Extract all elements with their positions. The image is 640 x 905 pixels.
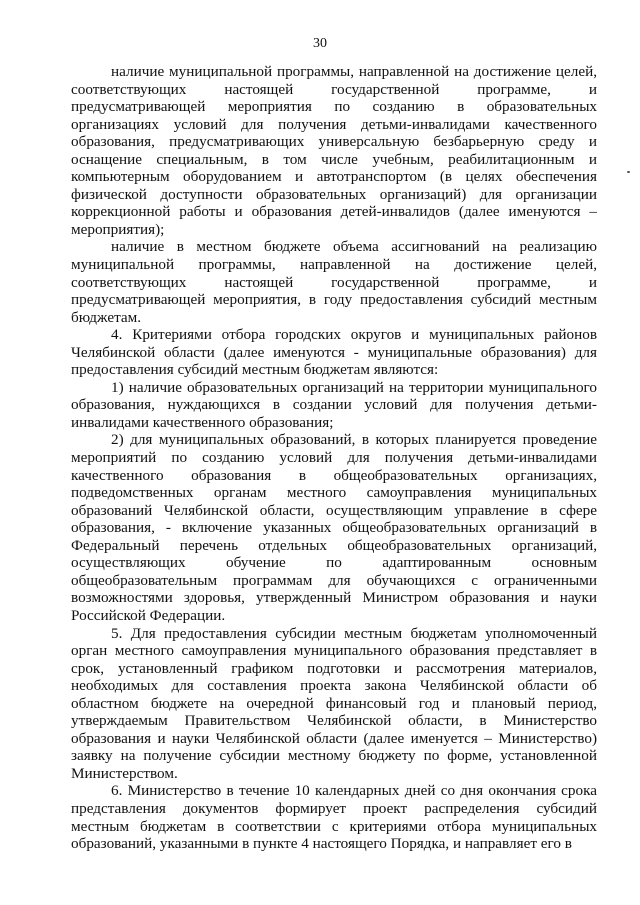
text-line: образования и науки Челябинской области (далее именуется – Министерство) (71, 729, 597, 747)
text-line: мероприятий по созданию условий для получения детьми-инвалидами (71, 449, 597, 467)
paragraph (71, 625, 597, 783)
page-number: 30 (313, 36, 327, 51)
text-line: подведомственных органам местного самоуправления муниципальных (71, 484, 597, 502)
text-line: образования, нуждающихся в создании условий для получения детьми- (71, 396, 597, 414)
text-line: срок, установленный графиком подготовки и рассмотрения материалов, (71, 659, 597, 677)
text-line: предоставления субсидий местным бюджетам являются: (71, 361, 439, 379)
text-line: заявку на получение субсидии местному бюджету по форме, установленной (71, 747, 597, 765)
text-line: осуществляющих обучение по адаптированным основным (71, 554, 597, 572)
text-line: предусматривающей мероприятия, в году предоставления субсидий местным (71, 291, 597, 309)
text-line: соответствующих настоящей государственной программе, и (71, 273, 597, 291)
text-line: наличие в местном бюджете объема ассигнований на реализацию (111, 238, 597, 256)
text-line: соответствующих настоящей государственной программе, и (71, 80, 597, 98)
text-line: Челябинской области (далее именуются - муниципальные образования) для (71, 343, 597, 361)
text-line: бюджетам. (71, 308, 142, 326)
text-line: общеобразовательным программам для обучающихся с ограниченными (71, 571, 597, 589)
text-line: оснащение специальным, в том числе учебным, реабилитационным и (71, 150, 597, 168)
text-line: Министерством. (71, 764, 178, 782)
text-line: 2) для муниципальных образований, в которых планируется проведение (111, 431, 597, 449)
text-line: 6. Министерство в течение 10 календарных дней со дня окончания срока (111, 782, 597, 800)
text-line: местным бюджетам в соответствии с критериями отбора муниципальных (71, 817, 597, 835)
text-line: компьютерным оборудованием и автотранспортом (в целях обеспечения (71, 168, 597, 186)
text-line: муниципальной программы, направленной на достижение целей, (71, 256, 597, 274)
paragraph (71, 326, 597, 379)
text-line: образований Челябинской области, осуществляющим управление в сфере (71, 501, 597, 519)
text-line: наличие муниципальной программы, направленной на достижение целей, (111, 63, 597, 80)
document-body (71, 63, 597, 853)
text-line: физической доступности образовательных организаций) для организации (71, 185, 597, 203)
text-line: инвалидами качественного образования; (71, 413, 334, 431)
paragraph (71, 238, 597, 326)
text-line: качественного образования в общеобразовательных организациях, (71, 466, 597, 484)
text-line: мероприятия); (71, 220, 165, 238)
text-line: образования, - включение указанных общеобразовательных организаций в (71, 519, 597, 537)
text-line: возможностями здоровья, утвержденный Министром образования и науки (71, 589, 597, 607)
text-line: Федеральный перечень отдельных общеобразовательных организаций, (71, 536, 597, 554)
text-line: 5. Для предоставления субсидии местным бюджетам уполномоченный (111, 624, 597, 642)
text-line: необходимых для составления проекта закона Челябинской области об (71, 677, 597, 695)
text-line: 4. Критериями отбора городских округов и муниципальных районов (111, 326, 597, 344)
paragraph (71, 782, 597, 852)
text-line: орган местного самоуправления муниципального образования представляет в (71, 642, 597, 660)
text-line: коррекционной работы и образования детей-инвалидов (далее именуются – (71, 203, 597, 221)
text-line: представления документов формирует проект распределения субсидий (71, 799, 597, 817)
paragraph (71, 63, 597, 238)
text-line: областном бюджете на очередной финансовый год и плановый период, (71, 694, 597, 712)
text-line: образований, указанными в пункте 4 настоящего Порядка, и направляет его в (71, 835, 572, 853)
text-line: образования, предусматривающих универсальную безбарьерную среду и (71, 133, 597, 151)
text-line: 1) наличие образовательных организаций на территории муниципального (111, 378, 597, 396)
text-line: утверждаемым Правительством Челябинской области, в Министерство (71, 712, 597, 730)
text-line: предусматривающей мероприятия по созданию в образовательных (71, 98, 597, 116)
text-line: Российской Федерации. (71, 606, 226, 624)
paragraph (71, 379, 597, 432)
text-line: организациях условий для получения детьми-инвалидами качественного (71, 115, 597, 133)
paragraph (71, 431, 597, 624)
scan-mark (627, 171, 630, 173)
